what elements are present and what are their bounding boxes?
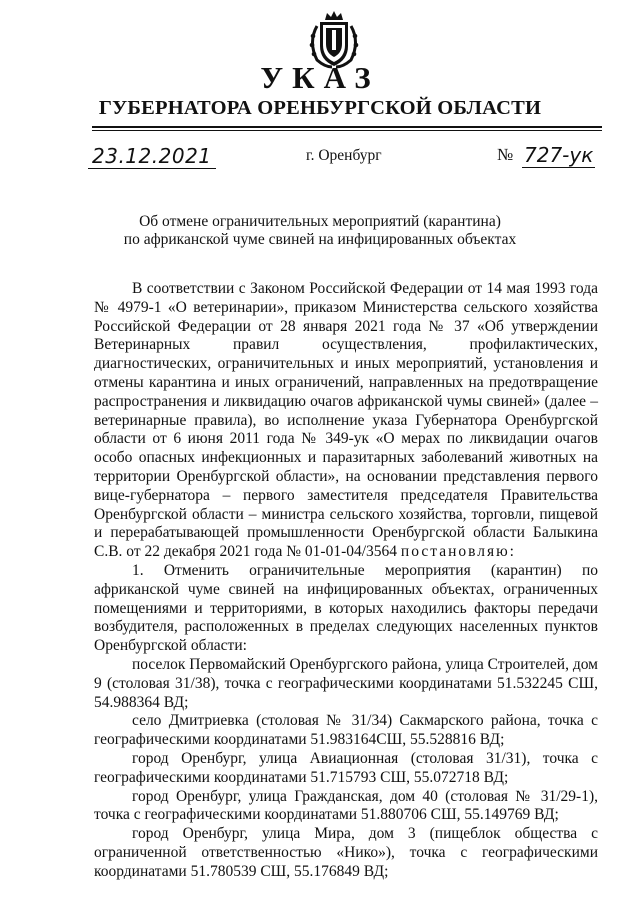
subject-line: Об отмене ограничительных мероприятий (карантина)	[139, 213, 501, 230]
document-title: УКАЗ	[260, 60, 380, 95]
preamble-text: В соответствии с Законом Российской Федерации от 14 мая 1993 года № 4979-1 «О ветеринарии», приказом Министерства сельского хозяйства Российской Федерации от 28 января 2021 года № 37 «Об утверждении Ветеринарных правил осуществления, профилактических, диагностических, ограничительных и иных мероприятий, установления и отмены карантина и иных ограничений, направленных на предотвращение распространения и ликвидацию очагов африканской чумы свиней» (далее – ветеринарные правила), во исполнение указа Губернатора Оренбургской области от 6 июня 2011 года № 349-ук «О мерах по ликвидации очагов особо опасных инфекционных и паразитарных заболеваний животных на территории Оренбургской области», на основании представления первого вице-губернатора – первого заместителя председателя Правительства Оренбургской области – министра сельского хозяйства, торговли, пищевой и перерабатывающей промышленности Оренбургской области Балыкина С.В. от 22 декабря 2021 года № 01-01-04/3564	[94, 280, 598, 561]
decree-body	[94, 280, 598, 882]
document-subtitle: ГУБЕРНАТОРА ОРЕНБУРГСКОЙ ОБЛАСТИ	[98, 97, 542, 119]
header-rule-thick	[92, 126, 602, 128]
location-paragraph: село Дмитриевка (столовая № 31/34) Сакмарского района, точка с географическими координатами 51.983164СШ, 55.528816 ВД;	[94, 712, 598, 749]
location-paragraph: город Оренбург, улица Гражданская, дом 40 (столовая № 31/29-1), точка с географическими координатами 51.880706 СШ, 55.149769 ВД;	[94, 787, 598, 824]
decree-city: г. Оренбург	[306, 147, 382, 164]
location-paragraph: город Оренбург, улица Мира, дом 3 (пищеблок общества с ограниченной ответственностью «Нико»), точка с географическими координатами 51.780539 СШ, 55.176849 ВД;	[94, 825, 598, 880]
location-paragraph: город Оренбург, улица Авиационная (столовая 31/31), точка с географическими координатами 51.715793 СШ, 55.072718 ВД;	[94, 749, 598, 786]
location-paragraph: поселок Первомайский Оренбургского района, улица Строителей, дом 9 (столовая 31/38), точка с географическими координатами 51.532245 СШ, 54.988364 ВД;	[94, 655, 598, 711]
subject-line: по африканской чуме свиней на инфицированных объектах	[123, 231, 517, 248]
decree-number: 727-ук	[524, 143, 594, 167]
preamble-paragraph	[94, 280, 598, 562]
decree-word: постановляю:	[400, 543, 516, 561]
item-paragraph: 1. Отменить ограничительные мероприятия (карантин) по африканской чуме свиней на инфицированных объектах, ограниченных помещениями и территориями, в которых находились факторы передачи возбудителя, расположенных в пределах следующих населенных пунктов Оренбургской области:	[94, 561, 598, 655]
decree-subject	[0, 213, 640, 249]
decree-date: 23.12.2021	[88, 144, 216, 169]
decree-number-label: №	[497, 145, 514, 164]
header-rule-thin	[92, 130, 602, 131]
